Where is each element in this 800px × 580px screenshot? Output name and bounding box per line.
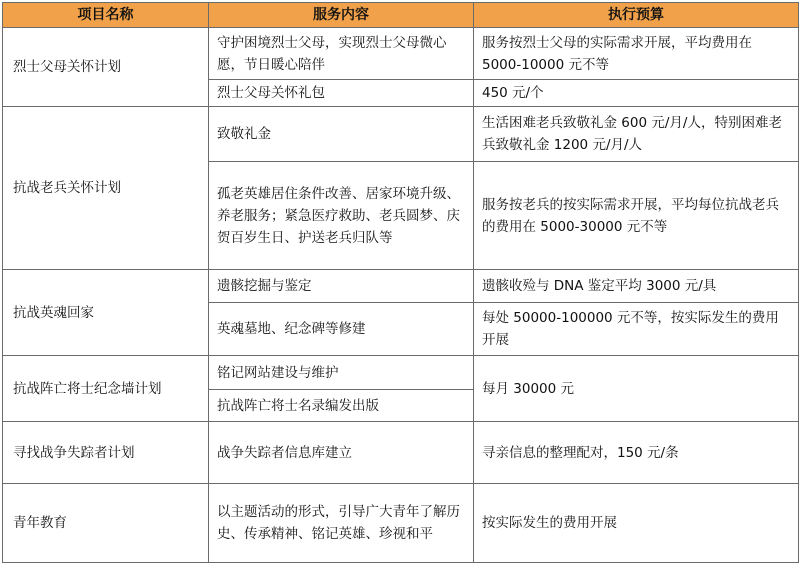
budget: 寻亲信息的整理配对，150 元/条 (474, 422, 799, 484)
header-row (3, 3, 799, 28)
service-content: 遗骸挖掘与鉴定 (209, 270, 474, 303)
header-service-content: 服务内容 (209, 3, 474, 28)
project-name: 烈士父母关怀计划 (3, 28, 209, 107)
header-budget: 执行预算 (474, 3, 799, 28)
service-content: 铭记网站建设与维护 (209, 356, 474, 390)
service-content: 守护困境烈士父母，实现烈士父母微心愿，节日暖心陪伴 (209, 28, 474, 80)
service-content: 孤老英雄居住条件改善、居家环境升级、养老服务；紧急医疗救助、老兵圆梦、庆贺百岁生日、护送老兵归队等 (209, 162, 474, 270)
service-content: 抗战阵亡将士名录编发出版 (209, 390, 474, 422)
table-row (3, 270, 799, 303)
service-budget-table (2, 2, 799, 563)
table-row (3, 356, 799, 390)
table-row (3, 484, 799, 563)
budget: 服务按老兵的按实际需求开展，平均每位抗战老兵的费用在 5000-30000 元不等 (474, 162, 799, 270)
project-name: 抗战英魂回家 (3, 270, 209, 356)
table-row (3, 28, 799, 80)
service-content: 战争失踪者信息库建立 (209, 422, 474, 484)
service-content: 致敬礼金 (209, 107, 474, 162)
budget: 生活困难老兵致敬礼金 600 元/月/人，特别困难老兵致敬礼金 1200 元/月/人 (474, 107, 799, 162)
budget: 按实际发生的费用开展 (474, 484, 799, 563)
project-name: 抗战阵亡将士纪念墙计划 (3, 356, 209, 422)
header-project-name: 项目名称 (3, 3, 209, 28)
budget: 服务按烈士父母的实际需求开展，平均费用在 5000-10000 元不等 (474, 28, 799, 80)
service-content: 烈士父母关怀礼包 (209, 80, 474, 107)
service-content: 英魂墓地、纪念碑等修建 (209, 303, 474, 356)
budget: 450 元/个 (474, 80, 799, 107)
project-name: 寻找战争失踪者计划 (3, 422, 209, 484)
budget: 每月 30000 元 (474, 356, 799, 422)
table-row (3, 422, 799, 484)
service-content: 以主题活动的形式，引导广大青年了解历史、传承精神、铭记英雄、珍视和平 (209, 484, 474, 563)
project-name: 抗战老兵关怀计划 (3, 107, 209, 270)
budget: 遗骸收殓与 DNA 鉴定平均 3000 元/具 (474, 270, 799, 303)
budget: 每处 50000-100000 元不等，按实际发生的费用开展 (474, 303, 799, 356)
table-row (3, 107, 799, 162)
project-name: 青年教育 (3, 484, 209, 563)
